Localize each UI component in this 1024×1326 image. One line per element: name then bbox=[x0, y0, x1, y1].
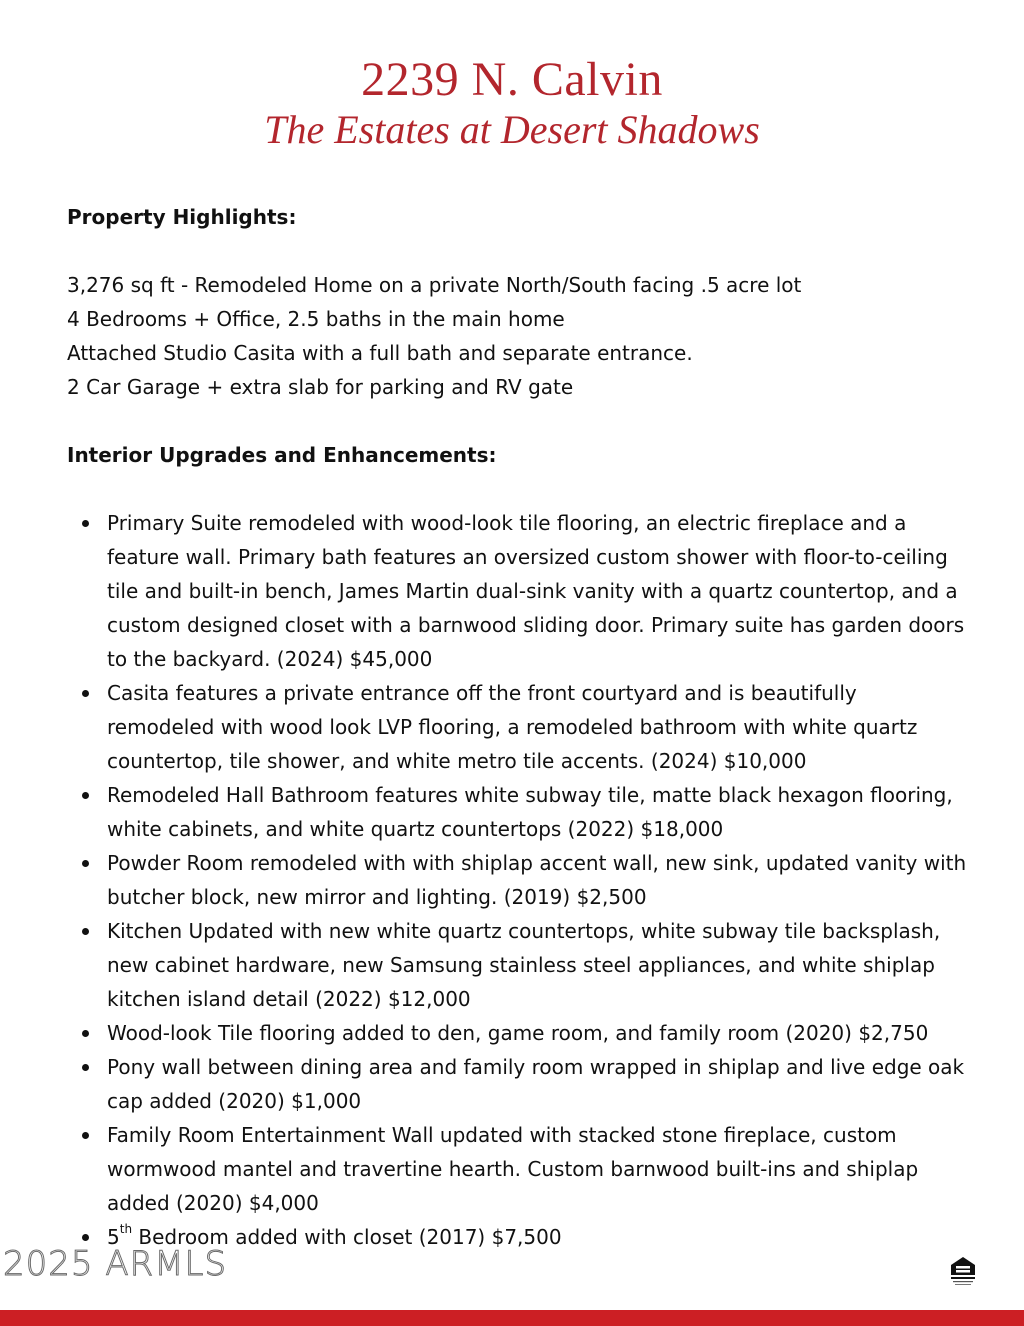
list-item: Powder Room remodeled with with shiplap accent wall, new sink, updated vanity with butcher block, new mirror and lighting. (2019) $2,500 bbox=[67, 846, 967, 914]
highlight-line: 4 Bedrooms + Office, 2.5 baths in the main home bbox=[67, 307, 565, 331]
list-item: Wood-look Tile flooring added to den, game room, and family room (2020) $2,750 bbox=[67, 1016, 967, 1050]
list-item: Kitchen Updated with new white quartz countertops, white subway tile backsplash, new cabinet hardware, new Samsung stainless steel appliances, and white shiplap kitchen island detail (2022) $12,000 bbox=[67, 914, 967, 1016]
list-item: Remodeled Hall Bathroom features white subway tile, matte black hexagon flooring, white cabinets, and white quartz countertops (2022) $18,000 bbox=[67, 778, 967, 846]
page-subtitle: The Estates at Desert Shadows bbox=[264, 107, 760, 152]
highlight-line: Attached Studio Casita with a full bath and separate entrance. bbox=[67, 341, 693, 365]
list-item: Family Room Entertainment Wall updated with stacked stone fireplace, custom wormwood mantel and travertine hearth. Custom barnwood built-ins and shiplap added (2020) $4,000 bbox=[67, 1118, 967, 1220]
upgrades-heading: Interior Upgrades and Enhancements: bbox=[67, 443, 497, 467]
document-body bbox=[67, 200, 967, 1254]
list-item: Pony wall between dining area and family room wrapped in shiplap and live edge oak cap added (2020) $1,000 bbox=[67, 1050, 967, 1118]
ordinal-suffix: th bbox=[119, 1222, 133, 1237]
list-item-text: Bedroom added with closet (2017) $7,500 bbox=[132, 1225, 562, 1249]
copyright-watermark: 2025 ARMLS bbox=[3, 1244, 228, 1284]
list-item: Casita features a private entrance off the front courtyard and is beautifully remodeled with wood look LVP flooring, a remodeled bathroom with white quartz countertop, tile shower, and white metro tile accents. (2024) $10,000 bbox=[67, 676, 967, 778]
list-item: Primary Suite remodeled with wood-look tile flooring, an electric fireplace and a feature wall. Primary bath features an oversized custom shower with floor-to-ceiling tile and built-in bench, James Martin dual-sink vanity with a quartz countertop, and a custom designed closet with a barnwood sliding door. Primary suite has garden doors to the backyard. (2024) $45,000 bbox=[67, 506, 967, 676]
highlights-heading: Property Highlights: bbox=[67, 205, 297, 229]
upgrades-list bbox=[67, 506, 967, 1254]
page-title: 2239 N. Calvin bbox=[361, 53, 663, 106]
highlight-line: 2 Car Garage + extra slab for parking and RV gate bbox=[67, 375, 574, 399]
highlight-line: 3,276 sq ft - Remodeled Home on a private North/South facing .5 acre lot bbox=[67, 273, 802, 297]
footer-bar bbox=[0, 1310, 1024, 1326]
bedroom-number: 5 bbox=[107, 1225, 120, 1249]
equal-housing-opportunity-icon bbox=[947, 1255, 979, 1287]
